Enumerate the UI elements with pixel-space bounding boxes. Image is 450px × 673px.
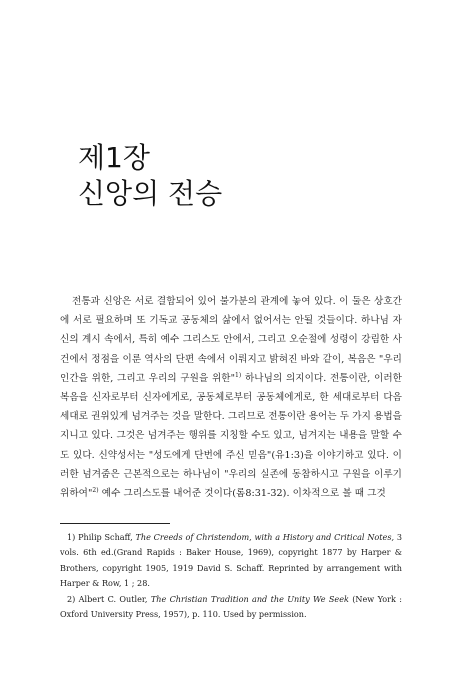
body-paragraph: [60, 292, 402, 503]
footnote-2: [60, 592, 402, 623]
footnote-1: [60, 530, 402, 592]
footnote-1-author: 1) Philip Schaff,: [67, 532, 136, 542]
body-text-part-1: 전통과 신앙은 서로 결합되어 있어 불가분의 관계에 놓여 있다. 이 둘은 상호간에 서로 필요하며 또 기독교 공동체의 삶에서 없어서는 안될 것들이다. 하나님 자신의 계시 속에서, 특히 예수 그리스도 안에서, 그리고 오순절에 성령이 강림한 사건에서 정점을 이룬 역사의 단편 속에서 이뤄지고 밝혀진 바와 같이, 복음은 "우리 인간을 위한, 그리고 우리의 구원을 위한": [60, 296, 402, 384]
footnote-ref-1: 1): [235, 371, 242, 379]
footnote-1-details: 3 vols. 6th ed.(Grand Rapids : Baker House, 1969), copyright 1877 by Harper & Brothers, copyright 1905, 1919 David S. Schaff. Reprinted by arrangement with Harper & Row, 1 ; 28.: [60, 532, 402, 589]
chapter-number: 제1장: [78, 141, 150, 174]
footnote-divider: [60, 523, 170, 524]
footnotes: [60, 530, 402, 622]
chapter-heading: [78, 140, 222, 212]
body-text-part-3: 예수 그리스도를 내어준 것이다(롬8:31-32). 이차적으로 볼 때 그것: [98, 488, 386, 500]
body-text-part-2: 하나님의 의지이다. 전통이란, 이러한 복음을 신자로부터 신자에게로, 공동체로부터 공동체에게로, 한 세대로부터 다음 세대로 권위있게 넘겨주는 것을 말한다. 그리므로 전통이란 용어는 두 가지 용법을 지니고 있다. 그것은 넘겨주는 행위를 지칭할 수도 있고, 넘겨지는 내용을 말할 수도 있다. 신약성서는 "성도에게 단번에 주신 믿음"(유1:3)을 이야기하고 있다. 이러한 넘겨줌은 근본적으로는 하나님이 "우리의 실존에 동참하시고 구원을 이루기 위하여": [60, 372, 402, 500]
footnote-1-title: The Creeds of Christendom, with a History and Critical Notes,: [135, 532, 395, 542]
chapter-title: 신앙의 전승: [78, 177, 223, 210]
footnote-ref-2: 2): [92, 486, 99, 494]
body-text: [60, 292, 402, 503]
footnote-2-details: (New York : Oxford University Press, 1957), p. 110. Used by permission.: [60, 593, 402, 620]
footnote-2-author: 2) Albert C. Outler,: [67, 593, 151, 604]
footnote-2-title: The Christian Tradition and the Unity We Seek: [150, 593, 349, 604]
